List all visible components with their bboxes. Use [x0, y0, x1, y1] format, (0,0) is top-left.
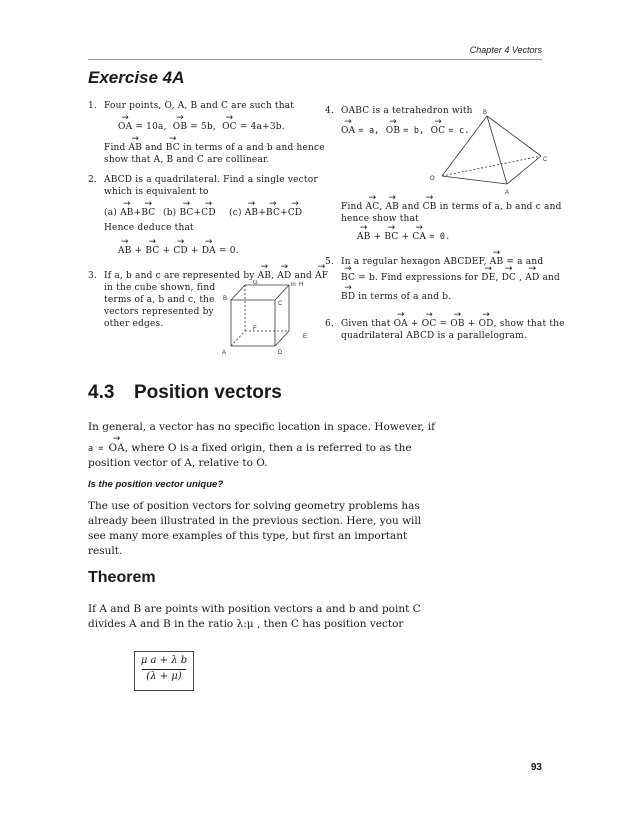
cube-label-c: C — [278, 301, 283, 307]
section-p2-line2: already been illustrated in the previous section. Here, you will — [88, 515, 422, 527]
cube-label-e: E — [303, 334, 308, 340]
formula-denominator: (λ + μ) — [146, 671, 182, 682]
q2-sum: → AB + → BC + → CD + → DA = 0. — [118, 245, 239, 258]
vec-bc: → BC — [384, 231, 398, 244]
vec-bc: → BC — [141, 207, 155, 220]
cube-label-g: G — [253, 280, 258, 286]
section-number: 4.3 — [88, 382, 115, 403]
comma: , — [271, 271, 278, 281]
q4-sum: → AB + → BC + → CA = 0. — [357, 231, 450, 244]
and: and — [291, 271, 316, 281]
cube-label-h: H — [299, 282, 304, 288]
tet-label-b: B — [483, 110, 488, 116]
vec-cd: → CD — [288, 207, 303, 220]
exercise-title: Exercise 4A — [88, 68, 185, 87]
q6-number: 6. — [325, 319, 334, 329]
vec-ab: → AB — [120, 207, 134, 220]
comma: , — [495, 273, 502, 283]
equals: = — [436, 319, 451, 329]
plus: + — [193, 208, 202, 218]
section-p2-line4: result. — [88, 545, 123, 557]
theorem-line2: divides A and B in the ratio λ:μ , then C has position vector — [88, 618, 404, 630]
vec-ab: → AB — [490, 256, 504, 269]
subquestion: Is the position vector unique? — [88, 479, 224, 490]
section-title: Position vectors — [134, 382, 282, 403]
vec-ad: → AD — [277, 270, 291, 283]
q4-line1: OABC is a tetrahedron with — [341, 106, 473, 116]
q1-number: 1. — [88, 101, 97, 111]
q3-text: If a, b and c are represented by — [104, 271, 258, 281]
plus: + — [133, 208, 142, 218]
vec-da: → DA — [202, 245, 216, 258]
q5-bc-val: = b. Find expressions for — [358, 273, 482, 283]
tet-label-c: C — [543, 157, 548, 163]
plus: + — [258, 208, 266, 218]
plus: + — [280, 208, 288, 218]
q5-line2 — [341, 272, 560, 285]
q1-ob-val: = 5b, — [190, 122, 216, 132]
vec-bc: → BC — [166, 142, 180, 155]
q4-hence: hence show that — [341, 214, 419, 224]
vec-cd: → CD — [173, 245, 188, 258]
vec-bc: → BC — [145, 245, 159, 258]
q6-rest: , show that the — [493, 319, 565, 329]
vec-ab: → AB — [129, 142, 143, 155]
vec-dc: → DC — [502, 272, 517, 285]
vec-bd: → BD — [341, 291, 355, 304]
q1-find: Find — [104, 143, 129, 153]
tet-label-a: A — [505, 190, 510, 196]
q2-line1: ABCD is a quadrilateral. Find a single vector — [104, 175, 318, 185]
vec-ab: → AB — [385, 201, 399, 214]
q3-line4: vectors represented by — [104, 307, 214, 317]
q2-part-b — [163, 207, 216, 220]
q3-line2: in the cube shown, find — [104, 283, 216, 293]
q5-ab-val: = a and — [506, 257, 544, 267]
q1-and: and — [142, 143, 166, 153]
vec-oa: → OA — [118, 121, 132, 134]
q1-equation — [118, 121, 285, 134]
theorem-title: Theorem — [88, 569, 156, 586]
cube-label-d: D — [278, 350, 283, 356]
comma: , — [379, 202, 386, 212]
page-number: 93 — [530, 762, 542, 773]
q5-text: In a regular hexagon ABCDEF, — [341, 257, 490, 267]
q5-rest: in terms of a and b. — [355, 292, 452, 302]
q4-find-text: Find — [341, 202, 366, 212]
and: and — [539, 273, 561, 283]
vec-oc: → OC — [422, 318, 437, 331]
vec-oa: → OA — [394, 318, 408, 331]
cube-label-in: in — [291, 282, 296, 288]
section-p2-line3: see many more examples of this type, but first an important — [88, 530, 408, 542]
formula-numerator: μ a + λ b — [140, 655, 188, 666]
comma: , — [516, 273, 526, 283]
cube-label-a: A — [222, 350, 227, 356]
vec-ad: → AD — [525, 272, 539, 285]
and: and — [398, 202, 423, 212]
q4-oa-val: = a, — [358, 126, 380, 136]
vec-ab: → AB — [245, 207, 259, 220]
plus: + — [407, 319, 422, 329]
p1-a: a = — [88, 444, 109, 454]
vec-cd: → CD — [201, 207, 216, 220]
theorem-line1: If A and B are points with position vectors a and b and point C — [88, 603, 421, 615]
section-p1-line3: position vector of A, relative to O. — [88, 457, 268, 469]
tet-label-o: O — [430, 176, 435, 182]
q6-line1 — [341, 318, 565, 331]
section-p1-line1: In general, a vector has no specific location in space. However, if — [88, 421, 435, 433]
vec-ca: → CA — [412, 231, 426, 244]
q1-line3 — [104, 142, 325, 155]
q1-oc-val: = 4a+3b. — [239, 122, 285, 132]
cube-label-b: B — [223, 296, 228, 302]
vec-ob: → OB — [450, 318, 464, 331]
q4-find — [341, 201, 562, 214]
cube-diagram — [215, 280, 315, 358]
q2-b-label: (b) — [163, 208, 177, 218]
q2-sum-rest: = 0. — [218, 246, 239, 256]
tetrahedron-diagram — [425, 108, 555, 196]
q2-deduce: Hence deduce that — [104, 223, 194, 233]
vec-oa: → OA — [341, 125, 355, 138]
q3-line5: other edges. — [104, 319, 164, 329]
q4-rest: in terms of a, b and c and — [436, 202, 562, 212]
vec-ob: → OB — [386, 125, 400, 138]
q1-rest: in terms of a and b and hence — [179, 143, 325, 153]
vec-af: → AF — [315, 270, 328, 283]
vec-oc: → OC — [222, 121, 237, 134]
vec-bc: → BC — [341, 272, 355, 285]
q1-line4: show that A, B and C are collinear. — [104, 155, 270, 165]
q6-text: Given that — [341, 319, 394, 329]
section-heading — [88, 382, 282, 404]
q6-line2: quadrilateral ABCD is a parallelogram. — [341, 331, 527, 341]
q2-a-label: (a) — [104, 208, 117, 218]
vec-bc: → BC — [266, 207, 280, 220]
q3-number: 3. — [88, 271, 97, 281]
section-p1-line2 — [88, 441, 412, 457]
q1-oa-val: = 10a, — [135, 122, 167, 132]
q2-line2: which is equivalent to — [104, 187, 209, 197]
vec-ab: → AB — [118, 245, 132, 258]
q2-part-c — [229, 207, 302, 220]
q4-number: 4. — [325, 106, 334, 116]
vec-bc: → BC — [179, 207, 193, 220]
fraction-bar — [142, 669, 186, 670]
q1-line1: Four points, O, A, B and C are such that — [104, 101, 295, 111]
q4-sum-rest: = 0. — [429, 232, 451, 242]
section-p2-line1: The use of position vectors for solving geometry problems has — [88, 500, 420, 512]
q2-c-label: (c) — [229, 208, 242, 218]
q4-oc-val: = c. — [448, 126, 470, 136]
chapter-header: Chapter 4 Vectors — [469, 45, 542, 55]
q5-number: 5. — [325, 257, 334, 267]
vec-ac: → AC — [366, 201, 380, 214]
vec-oc: → OC — [431, 125, 446, 138]
q4-ob-val: = b, — [403, 126, 425, 136]
vec-de: → DE — [481, 272, 495, 285]
p1-rest: , where O is a fixed origin, then a is referred to as the — [124, 442, 412, 454]
cube-label-f: F — [253, 326, 257, 332]
vec-od: → OD — [479, 318, 494, 331]
vec-oa: → OA — [108, 441, 124, 456]
vec-ab: → AB — [258, 270, 272, 283]
plus: + — [464, 319, 479, 329]
header-rule — [88, 59, 542, 60]
q2-number: 2. — [88, 175, 97, 185]
vec-ob: → OB — [173, 121, 187, 134]
vec-cb: → CB — [423, 201, 437, 214]
q3-line3: terms of a, b and c, the — [104, 295, 215, 305]
q2-part-a — [104, 207, 155, 220]
q5-line3 — [341, 291, 451, 304]
vec-ab: → AB — [357, 231, 371, 244]
